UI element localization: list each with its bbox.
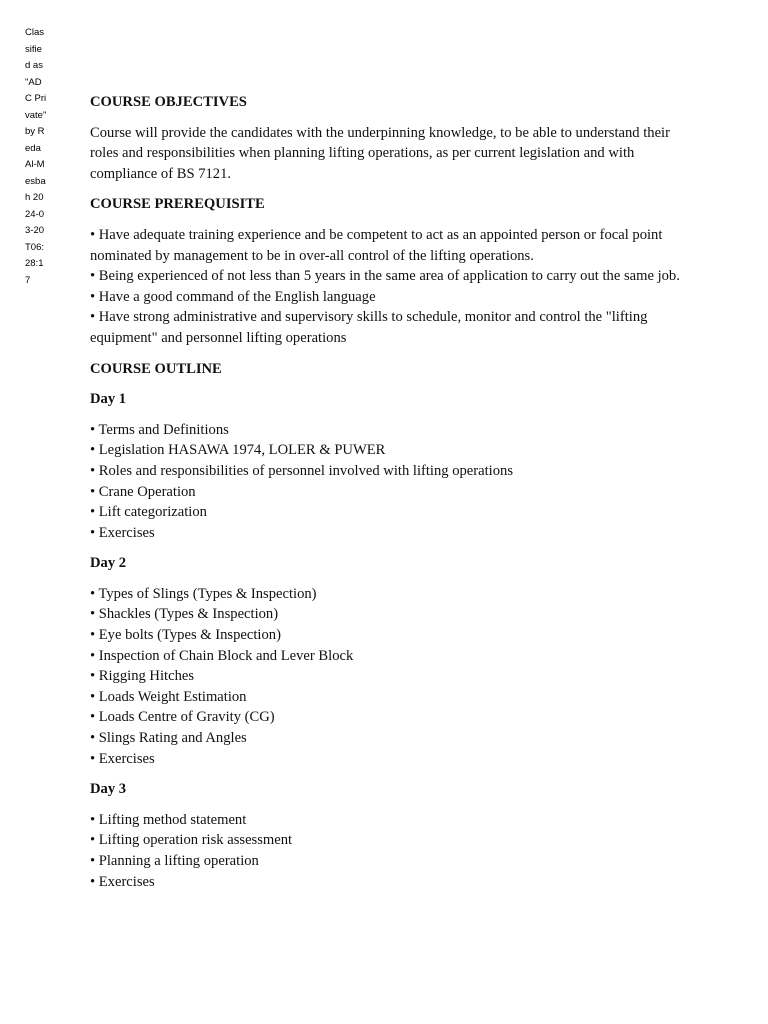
list-item: • Loads Centre of Gravity (CG) (90, 709, 275, 726)
list-item: • Being experienced of not less than 5 years in the same area of application to carry out the same job. (90, 268, 680, 285)
list-item: • Legislation HASAWA 1974, LOLER & PUWER (90, 442, 386, 459)
list-item: • Exercises (90, 873, 155, 890)
list-item: • Have adequate training experience and be competent to act as an appointed person or focal point nominated by management to be in over-all control of the lifting operations. (90, 226, 663, 264)
prerequisite-list (90, 225, 682, 349)
list-item: • Exercises (90, 750, 155, 767)
list-item: • Slings Rating and Angles (90, 730, 247, 747)
list-item: • Shackles (Types & Inspection) (90, 606, 279, 623)
classification-note: Classified as "ADC Private" by Reda Al-Mesbah 2024-03-20T06:28:17 (25, 27, 47, 286)
list-item: • Terms and Definitions (90, 421, 229, 438)
document-body (90, 92, 682, 902)
list-item: • Lifting method statement (90, 811, 247, 828)
list-item: • Rigging Hitches (90, 668, 195, 685)
list-item: • Roles and responsibilities of personnel involved with lifting operations (90, 462, 513, 479)
list-item: • Eye bolts (Types & Inspection) (90, 627, 281, 644)
list-item: • Types of Slings (Types & Inspection) (90, 585, 317, 602)
list-item: • Inspection of Chain Block and Lever Block (90, 647, 354, 664)
list-item: • Have a good command of the English language (90, 288, 376, 305)
objectives-heading: COURSE OBJECTIVES (90, 94, 247, 110)
list-item: • Have strong administrative and supervisory skills to schedule, monitor and control the "lifting equipment" and personnel lifting operations (90, 309, 648, 346)
prerequisite-heading: COURSE PREREQUISITE (90, 196, 265, 213)
list-item: • Loads Weight Estimation (90, 688, 247, 705)
day-3-list (90, 810, 682, 892)
day-3-title: Day 3 (90, 781, 127, 798)
day-2-list (90, 584, 682, 769)
outline-heading: COURSE OUTLINE (90, 360, 222, 377)
list-item: • Exercises (90, 524, 155, 541)
list-item: • Lift categorization (90, 504, 207, 521)
day-1-title: Day 1 (90, 391, 127, 408)
day-2-title: Day 2 (90, 555, 127, 572)
objectives-text: Course will provide the candidates with the underpinning knowledge, to be able to understand their roles and responsibilities when planning lifting operations, as per current legislation and with compliance of BS 7121. (90, 124, 670, 182)
day-1-list (90, 420, 682, 544)
list-item: • Crane Operation (90, 483, 196, 500)
list-item: • Lifting operation risk assessment (90, 832, 293, 849)
list-item: • Planning a lifting operation (90, 853, 259, 869)
